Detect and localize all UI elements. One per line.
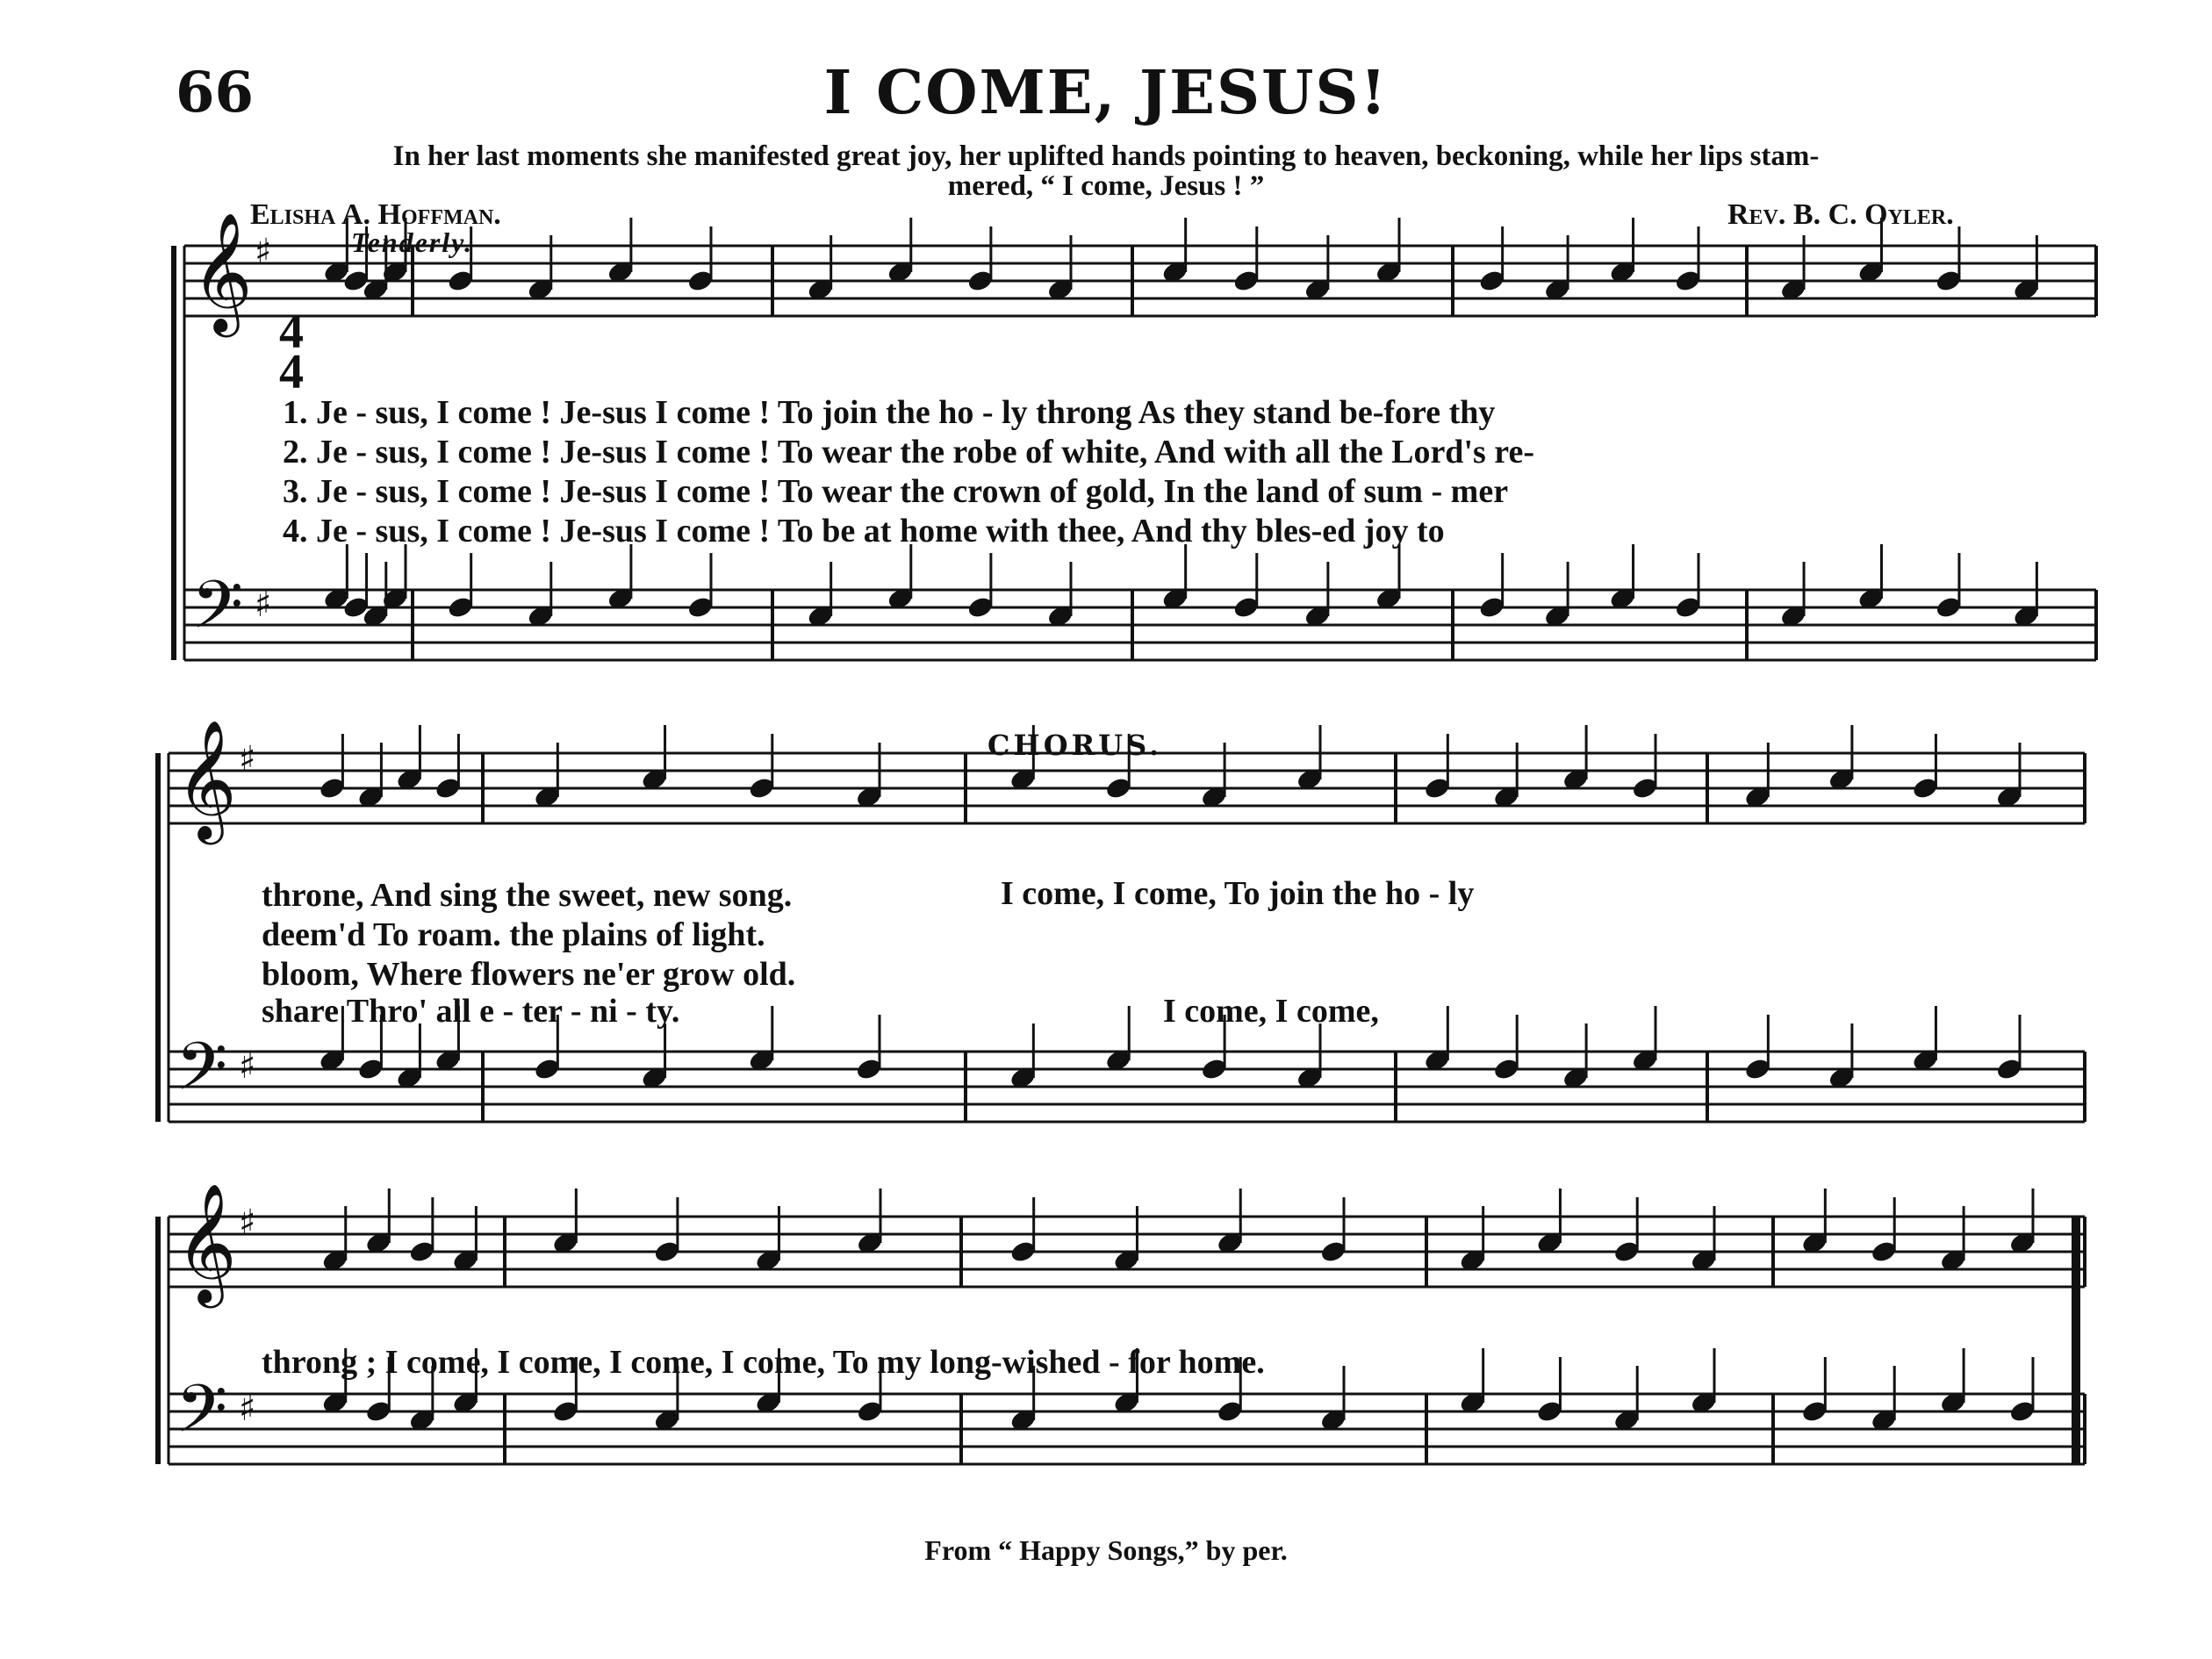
intro-note-line-1: In her last moments she manifested great joy, her uplifted hands pointing to heaven, beckoning, while her lips stam- bbox=[392, 140, 1820, 172]
verse-1-ending: throne, And sing the sweet, new song. bbox=[262, 877, 793, 914]
time-signature-top: 4 bbox=[279, 305, 304, 359]
verse-3-lyrics: 3. Je - sus, I come ! Je-sus I come ! To wear the crown of gold, In the land of sum - mer bbox=[283, 473, 1509, 510]
bass-clef-icon: 𝄢 bbox=[191, 566, 244, 660]
verse-4-lyrics: 4. Je - sus, I come ! Je-sus I come ! To be at home with thee, And thy bles-ed joy to bbox=[283, 513, 1445, 549]
bass-clef-icon: 𝄢 bbox=[176, 1370, 228, 1464]
bass-key-sharp-icon: ♯ bbox=[239, 1389, 256, 1429]
treble-key-sharp-icon: ♯ bbox=[239, 1203, 256, 1243]
treble-clef-icon: 𝄞 bbox=[191, 211, 253, 332]
chorus-label: CHORUS. bbox=[988, 729, 1163, 762]
verse-1-lyrics: 1. Je - sus, I come ! Je-sus I come ! To join the ho - ly throng As they stand be-fore thy bbox=[283, 394, 1496, 431]
treble-clef-icon: 𝄞 bbox=[176, 718, 237, 839]
bass-clef-icon: 𝄢 bbox=[176, 1028, 228, 1122]
bass-key-sharp-icon: ♯ bbox=[239, 1046, 256, 1087]
verse-3-ending: bloom, Where flowers ne'er grow old. bbox=[262, 956, 796, 993]
verse-2-ending: deem'd To roam. the plains of light. bbox=[262, 916, 765, 953]
treble-clef-icon: 𝄞 bbox=[176, 1181, 237, 1303]
lyricist-credit: Elisha A. Hoffman. bbox=[250, 198, 501, 231]
time-signature-bottom: 4 bbox=[279, 345, 304, 399]
system-3-lyrics: throng ; I come, I come, I come, I come, To my long-wished - for home. bbox=[262, 1344, 1265, 1381]
bass-key-sharp-icon: ♯ bbox=[255, 585, 272, 625]
tempo-marking: Tenderly. bbox=[351, 226, 474, 258]
verse-4-ending: share Thro' all e - ter - ni - ty. bbox=[262, 993, 680, 1030]
intro-note-line-2: mered, “ I come, Jesus ! ” bbox=[947, 170, 1265, 202]
clefs bbox=[176, 211, 271, 1464]
page-number: 66 bbox=[176, 60, 255, 126]
chorus-lower-lyrics: I come, I come, bbox=[1163, 993, 1379, 1030]
composer-credit: Rev. B. C. Oyler. bbox=[1727, 198, 1954, 231]
hymn-title: I COME, JESUS! bbox=[823, 58, 1389, 128]
source-credit: From “ Happy Songs,” by per. bbox=[924, 1534, 1288, 1566]
verse-2-lyrics: 2. Je - sus, I come ! Je-sus I come ! To wear the robe of white, And with all the Lord's re- bbox=[283, 434, 1534, 470]
treble-key-sharp-icon: ♯ bbox=[255, 232, 272, 272]
treble-key-sharp-icon: ♯ bbox=[239, 739, 256, 779]
chorus-upper-lyrics: I come, I come, To join the ho - ly bbox=[1001, 875, 1475, 912]
